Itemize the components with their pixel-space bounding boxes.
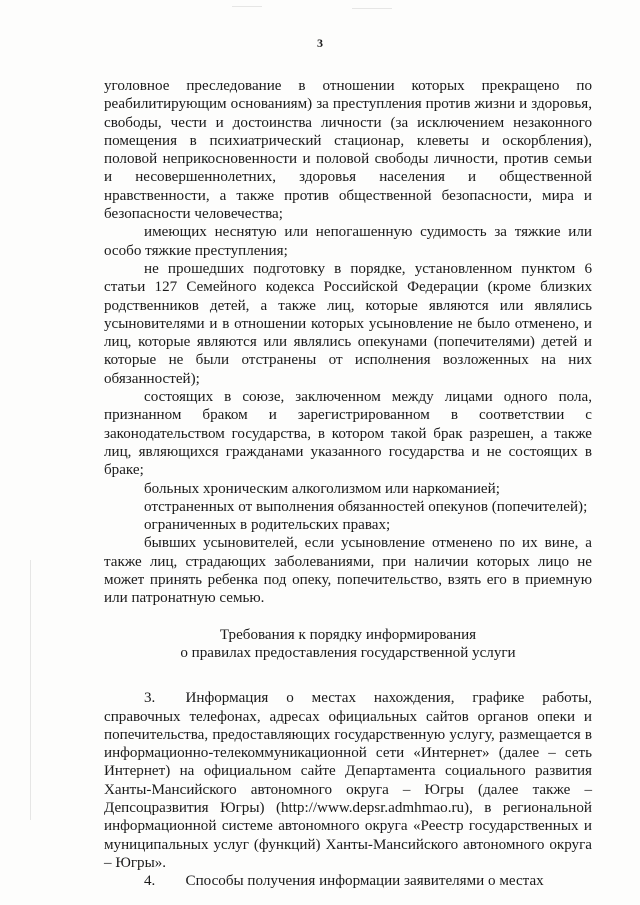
document-body xyxy=(104,77,592,890)
paragraph: ограниченных в родительских правах; xyxy=(144,517,391,534)
section-heading-line: Требования к порядку информирования xyxy=(219,626,477,643)
section-heading xyxy=(104,626,592,663)
numbered-paragraph: 3. Информация о местах нахождения, графике работы, справочных телефонах, адресах официальных сайтов органов опеки и попечительства, предоставляющих государственную услугу, размещается в информационно-телекоммуникационной сети «Интернет» (далее – сеть Интернет) на официальном сайте Департамента социального развития Ханты-Мансийского автономного округа – Югры (далее также – Депсоцразвития Югры) (http://www.depsr.admhmao.ru), в региональной информационной системе автономного округа «Реестр государственных и муниципальных услуг (функций) Ханты-Мансийского автономного округа – Югры». xyxy=(104,690,592,871)
section-heading-line: о правилах предоставления государственной услуги xyxy=(180,644,516,661)
paragraph: состоящих в союзе, заключенном между лицами одного пола, признанном браком и зарегистрированном в соответствии с законодательством государства, в котором такой брак разрешен, а также лиц, являющихся гражданами указанного государства и не состоящих в браке; xyxy=(104,389,592,479)
paragraph: не прошедших подготовку в порядке, установленном пунктом 6 статьи 127 Семейного кодекса Российской Федерации (кроме близких родственников детей, а также лиц, которые являются или являлись усыновителями и в отношении которых усыновление не было отменено, и лиц, которые являются или являлись опекунами (попечителями) детей и которые не были отстранены от исполнения возложенных на них обязанностей); xyxy=(104,260,592,387)
page-number: 3 xyxy=(317,36,323,50)
section-body xyxy=(104,689,592,890)
numbered-paragraph: 4. Способы получения информации заявителями о местах xyxy=(144,873,544,890)
paragraph: отстраненных от выполнения обязанностей опекунов (попечителей); xyxy=(144,498,588,515)
paragraph: бывших усыновителей, если усыновление отменено по их вине, а также лиц, страдающих заболеваниями, при наличии которых лицо не может принять ребенка под опеку, попечительство, взять его в приемную или патронатную семью. xyxy=(104,535,592,607)
scan-artifact xyxy=(232,6,262,7)
scan-artifact xyxy=(30,560,31,820)
paragraph: уголовное преследование в отношении которых прекращено по реабилитирующим основаниям) за преступления против жизни и здоровья, свободы, чести и достоинства личности (за исключением незаконного помещения в психиатрический стационар, клеветы и оскорбления), половой неприкосновенности и половой свободы личности, против семьи и несовершеннолетних, здоровья населения и общественной нравственности, а также против общественной безопасности, мира и безопасности человечества; xyxy=(104,78,592,223)
paragraph: имеющих неснятую или непогашенную судимость за тяжкие или особо тяжкие преступления; xyxy=(104,224,592,259)
paragraph: больных хроническим алкоголизмом или наркоманией; xyxy=(144,480,500,497)
scan-artifact xyxy=(352,8,392,9)
